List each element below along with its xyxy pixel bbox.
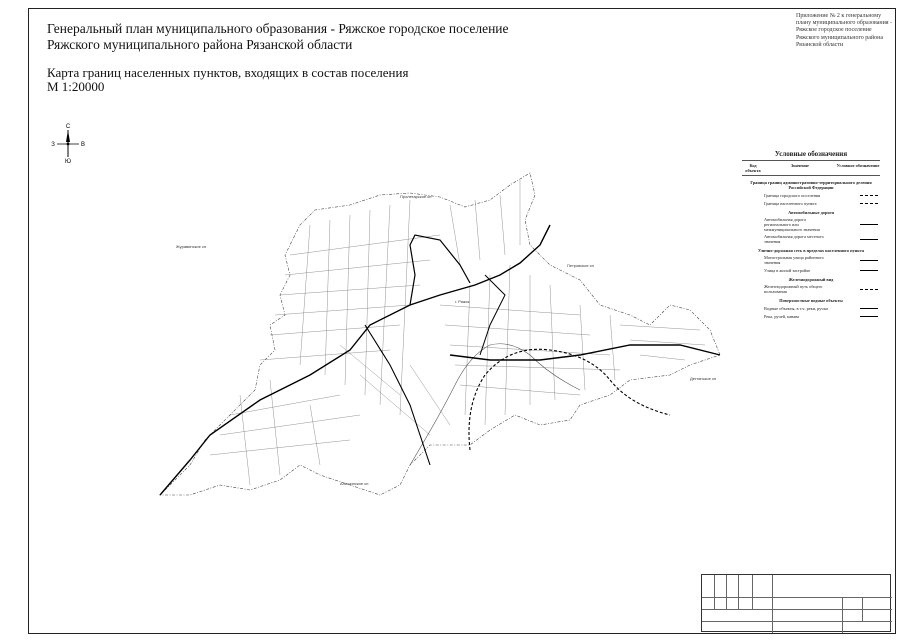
appendix-line: Приложение № 2 к генеральному [796, 13, 882, 19]
legend-row [742, 305, 880, 311]
settlement-boundary [160, 173, 720, 495]
street-grid-east [440, 180, 705, 425]
map-subtitle [47, 66, 408, 94]
legend-row-text: Водные объекты, в т.ч. реки, ручьи [764, 305, 828, 311]
road-symbol-icon [836, 222, 880, 228]
subtitle-line: Карта границ населенных пунктов, входящих в состав поселения [47, 65, 409, 80]
label-proletarskoe: Пролетарское сп [400, 194, 432, 199]
river-line [410, 344, 580, 465]
legend-col-code: Код объекта [745, 163, 761, 173]
boundary-symbol-icon [836, 192, 880, 198]
label-ryazhsk: г. Ряжск [455, 299, 470, 304]
legend-row-text: Автомобильная дорога местного значения [764, 234, 824, 244]
appendix-line: Ряжского муниципального района [796, 34, 884, 41]
label-aleshinskoe: Алешинское сп [340, 481, 369, 486]
appendix-line: плану муниципального образования - [796, 20, 893, 27]
map-title [47, 21, 509, 53]
legend-row-text: Автомобильная дорога регионального или межмуниципального значения [764, 217, 820, 232]
label-degtyanskoe: Дегтянское сп [690, 376, 717, 381]
legend-col-name: Значение [791, 163, 809, 168]
compass-s: Ю [64, 159, 72, 164]
legend-row-text: Граница населенного пункта [764, 200, 817, 206]
legend [742, 152, 880, 321]
legend-row [742, 200, 880, 206]
legend-row [742, 255, 880, 265]
legend-row-text: Река, ручей, канава [764, 313, 800, 319]
legend-row-text: Улица в жилой застройке [764, 267, 811, 273]
compass-w: З [51, 142, 55, 148]
compass-n: С [65, 124, 71, 130]
title-line-2: Ряжского муниципального района Рязанской области [47, 37, 353, 52]
railway-line [469, 349, 670, 450]
label-petrovskoe: Петровское сп [567, 263, 594, 268]
legend-row-text: Граница городского поселения [764, 192, 821, 198]
railway-symbol-icon [836, 286, 880, 292]
legend-row [742, 284, 880, 294]
water-symbol-icon [836, 313, 880, 319]
label-zhuravinskoe: Журавинское сп [176, 244, 207, 249]
appendix-note [796, 13, 892, 49]
legend-row-text: Железнодорожный путь общего пользования [764, 284, 823, 294]
settlement-map [110, 165, 730, 505]
legend-section-heading: Улично-дорожная сеть в пределах населенного пункта [757, 248, 865, 253]
road-symbol-icon [836, 236, 880, 242]
water-symbol-icon [836, 305, 880, 311]
legend-row [742, 267, 880, 273]
street-grid-west [210, 200, 450, 485]
legend-row [742, 192, 880, 198]
legend-section-heading: Автомобильные дороги [788, 210, 834, 215]
main-road-east [450, 345, 720, 360]
title-line-1: Генеральный план муниципального образования - Ряжское городское поселение [47, 21, 509, 36]
legend-section-heading: Поверхностные водные объекты [779, 298, 843, 303]
compass-e: В [80, 142, 86, 148]
scale-label: М 1:20000 [47, 79, 105, 94]
legend-row [742, 217, 880, 232]
title-block-stamp [701, 574, 891, 632]
boundary-symbol-icon [836, 200, 880, 206]
appendix-line: Рязанской области [796, 41, 844, 48]
main-road-south [365, 325, 430, 465]
legend-title: Условные обозначения [774, 150, 848, 158]
legend-header [742, 160, 880, 176]
legend-row [742, 234, 880, 244]
legend-section-heading: Граница границ административно-территориального деления Российской Федерации [750, 180, 872, 190]
street-symbol-icon [836, 257, 880, 263]
legend-col-symbol: Условное обозначение [836, 163, 880, 168]
legend-row [742, 313, 880, 319]
legend-section-heading: Железнодорожный вид [788, 277, 834, 282]
legend-row-text: Магистральная улица районного значения [764, 255, 824, 265]
compass-rose-icon [50, 122, 86, 164]
appendix-line: Ряжское городское поселение [796, 27, 872, 34]
road-ne [480, 275, 505, 355]
street-symbol-icon [836, 267, 880, 273]
